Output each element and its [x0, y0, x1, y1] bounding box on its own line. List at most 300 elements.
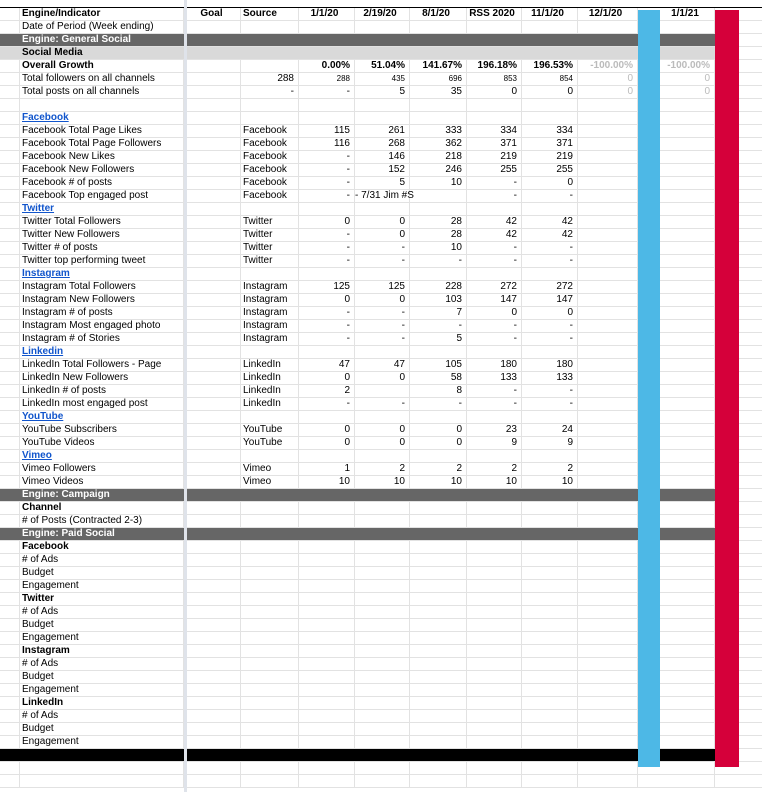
cell[interactable]: Facebook New Followers [20, 164, 184, 176]
cell[interactable]: - [299, 398, 355, 410]
cell[interactable]: Engagement [20, 632, 184, 644]
cell[interactable] [410, 268, 467, 280]
cell[interactable]: - [467, 398, 522, 410]
cell[interactable]: Instagram Most engaged photo [20, 320, 184, 332]
cell[interactable] [660, 606, 715, 618]
cell[interactable]: 10 [299, 476, 355, 488]
cell[interactable] [522, 775, 578, 787]
cell[interactable]: YouTube Subscribers [20, 424, 184, 436]
cell[interactable]: Facebook [20, 541, 184, 553]
cell[interactable]: Facebook Total Page Followers [20, 138, 184, 150]
cell[interactable]: 5 [355, 86, 410, 98]
cell[interactable] [241, 762, 299, 774]
column-header[interactable]: 11/1/20 [522, 8, 578, 20]
cell[interactable] [578, 697, 638, 709]
cell[interactable]: LinkedIn [241, 359, 299, 371]
cell[interactable] [660, 515, 715, 527]
cell[interactable] [187, 775, 241, 787]
cell[interactable]: LinkedIn # of posts [20, 385, 184, 397]
cell[interactable] [20, 749, 184, 761]
row-header[interactable] [0, 762, 20, 774]
cell[interactable] [660, 645, 715, 657]
cell[interactable]: Twitter [241, 255, 299, 267]
cell[interactable]: 10 [522, 476, 578, 488]
cell[interactable] [522, 99, 578, 111]
cell[interactable] [522, 580, 578, 592]
cell[interactable]: 28 [410, 229, 467, 241]
cell[interactable] [187, 190, 241, 202]
cell[interactable]: 255 [467, 164, 522, 176]
row-header[interactable] [0, 385, 20, 397]
cell[interactable] [187, 476, 241, 488]
cell[interactable] [660, 229, 715, 241]
cell[interactable]: - [355, 242, 410, 254]
cell[interactable]: 268 [355, 138, 410, 150]
cell[interactable]: 0 [578, 86, 638, 98]
cell[interactable]: 0 [660, 73, 715, 85]
cell[interactable]: Social Media [20, 47, 184, 59]
cell[interactable]: - [467, 190, 522, 202]
cell[interactable] [522, 710, 578, 722]
cell[interactable] [578, 307, 638, 319]
cell[interactable] [522, 632, 578, 644]
cell[interactable]: - [467, 177, 522, 189]
cell[interactable]: 8 [410, 385, 467, 397]
cell[interactable] [187, 424, 241, 436]
cell[interactable]: Twitter [20, 593, 184, 605]
cell[interactable]: Engine: Campaign [20, 489, 184, 501]
cell[interactable] [241, 112, 299, 124]
cell[interactable] [660, 359, 715, 371]
cell[interactable]: 0 [299, 424, 355, 436]
cell[interactable]: # of Posts (Contracted 2-3) [20, 515, 184, 527]
cell[interactable]: 0 [410, 424, 467, 436]
cell[interactable] [299, 580, 355, 592]
cell[interactable]: 261 [355, 125, 410, 137]
cell[interactable] [299, 671, 355, 683]
cell[interactable] [187, 736, 241, 748]
cell[interactable]: Instagram New Followers [20, 294, 184, 306]
cell[interactable] [241, 710, 299, 722]
row-header[interactable] [0, 359, 20, 371]
cell[interactable] [660, 255, 715, 267]
cell[interactable] [660, 463, 715, 475]
cell[interactable] [410, 593, 467, 605]
cell[interactable] [522, 762, 578, 774]
cell[interactable] [410, 502, 467, 514]
cell[interactable] [578, 658, 638, 670]
row-header[interactable] [0, 138, 20, 150]
cell[interactable] [522, 658, 578, 670]
cell[interactable] [241, 749, 299, 761]
cell[interactable]: - [299, 307, 355, 319]
cell[interactable] [522, 749, 578, 761]
cell[interactable] [355, 528, 410, 540]
cell[interactable] [578, 645, 638, 657]
cell[interactable] [410, 632, 467, 644]
cell[interactable] [299, 554, 355, 566]
cell[interactable] [467, 697, 522, 709]
cell[interactable] [355, 502, 410, 514]
cell[interactable] [522, 723, 578, 735]
cell[interactable]: 333 [410, 125, 467, 137]
cell[interactable] [578, 255, 638, 267]
cell[interactable] [410, 554, 467, 566]
cell[interactable] [187, 463, 241, 475]
cell[interactable]: - [299, 177, 355, 189]
cell[interactable]: Facebook [241, 177, 299, 189]
cell[interactable]: # of Ads [20, 658, 184, 670]
cell[interactable] [241, 567, 299, 579]
cell[interactable] [467, 515, 522, 527]
cell[interactable] [299, 112, 355, 124]
cell[interactable] [355, 580, 410, 592]
cell[interactable] [299, 268, 355, 280]
row-header[interactable] [0, 489, 20, 501]
cell[interactable] [241, 47, 299, 59]
row-header[interactable] [0, 619, 20, 631]
row-header[interactable] [0, 203, 20, 215]
cell[interactable] [241, 411, 299, 423]
cell[interactable]: - [467, 333, 522, 345]
cell[interactable]: 696 [410, 73, 467, 85]
cell[interactable] [410, 112, 467, 124]
cell[interactable] [241, 528, 299, 540]
cell[interactable] [660, 593, 715, 605]
cell[interactable] [187, 294, 241, 306]
cell[interactable] [522, 203, 578, 215]
cell[interactable] [410, 411, 467, 423]
cell[interactable] [355, 541, 410, 553]
cell[interactable] [355, 671, 410, 683]
row-header[interactable] [0, 541, 20, 553]
cell[interactable] [522, 489, 578, 501]
cell[interactable]: 2 [522, 463, 578, 475]
column-header[interactable]: 8/1/20 [410, 8, 467, 20]
cell[interactable]: 47 [299, 359, 355, 371]
cell[interactable] [522, 346, 578, 358]
cell[interactable] [660, 554, 715, 566]
cell[interactable] [410, 489, 467, 501]
cell[interactable] [299, 346, 355, 358]
cell[interactable] [660, 346, 715, 358]
cell[interactable] [522, 450, 578, 462]
cell[interactable] [299, 736, 355, 748]
cell[interactable] [578, 580, 638, 592]
cell[interactable] [187, 346, 241, 358]
cell[interactable] [187, 385, 241, 397]
cell[interactable]: Engagement [20, 580, 184, 592]
cell[interactable] [241, 489, 299, 501]
row-header[interactable] [0, 723, 20, 735]
cell[interactable]: Twitter Total Followers [20, 216, 184, 228]
cell[interactable] [355, 567, 410, 579]
cell[interactable] [467, 203, 522, 215]
cell[interactable] [660, 476, 715, 488]
cell[interactable]: 10 [410, 476, 467, 488]
cell[interactable] [467, 749, 522, 761]
cell[interactable]: Engine: General Social [20, 34, 184, 46]
cell[interactable] [467, 671, 522, 683]
cell[interactable] [522, 619, 578, 631]
cell[interactable] [241, 515, 299, 527]
cell[interactable] [660, 320, 715, 332]
cell[interactable] [299, 203, 355, 215]
row-header[interactable] [0, 125, 20, 137]
cell[interactable] [660, 424, 715, 436]
cell[interactable]: LinkedIn [241, 398, 299, 410]
cell[interactable]: LinkedIn Total Followers - Page [20, 359, 184, 371]
cell[interactable]: LinkedIn New Followers [20, 372, 184, 384]
cell[interactable] [660, 333, 715, 345]
cell[interactable] [578, 320, 638, 332]
cell[interactable] [578, 346, 638, 358]
cell[interactable] [355, 658, 410, 670]
cell[interactable] [522, 567, 578, 579]
cell[interactable] [578, 710, 638, 722]
cell[interactable] [660, 242, 715, 254]
cell[interactable] [660, 437, 715, 449]
cell[interactable] [187, 502, 241, 514]
cell[interactable] [410, 775, 467, 787]
cell[interactable] [187, 242, 241, 254]
cell[interactable] [578, 294, 638, 306]
row-header[interactable] [0, 294, 20, 306]
cell[interactable] [578, 762, 638, 774]
cell[interactable] [578, 398, 638, 410]
cell[interactable] [467, 684, 522, 696]
cell[interactable] [187, 125, 241, 137]
row-header[interactable] [0, 34, 20, 46]
cell[interactable]: Total followers on all channels [20, 73, 184, 85]
cell[interactable]: 42 [467, 216, 522, 228]
cell[interactable] [187, 177, 241, 189]
cell[interactable] [187, 749, 241, 761]
cell[interactable]: - [410, 255, 467, 267]
cell[interactable] [660, 775, 715, 787]
cell[interactable]: - [299, 86, 355, 98]
row-header[interactable] [0, 372, 20, 384]
cell[interactable]: 0 [355, 216, 410, 228]
cell[interactable] [410, 541, 467, 553]
cell[interactable] [410, 736, 467, 748]
row-header[interactable] [0, 593, 20, 605]
cell[interactable]: 5 [410, 333, 467, 345]
cell[interactable] [299, 645, 355, 657]
row-header[interactable] [0, 320, 20, 332]
cell[interactable] [467, 619, 522, 631]
row-header[interactable] [0, 684, 20, 696]
cell[interactable] [241, 684, 299, 696]
row-header[interactable] [0, 463, 20, 475]
cell[interactable]: Budget [20, 671, 184, 683]
cell[interactable] [355, 775, 410, 787]
cell[interactable] [578, 112, 638, 124]
cell[interactable] [187, 359, 241, 371]
cell[interactable] [410, 671, 467, 683]
cell[interactable] [467, 736, 522, 748]
cell[interactable] [241, 268, 299, 280]
cell[interactable] [578, 632, 638, 644]
row-header[interactable] [0, 112, 20, 124]
cell[interactable] [187, 671, 241, 683]
cell[interactable] [355, 736, 410, 748]
cell[interactable] [241, 34, 299, 46]
cell[interactable] [578, 125, 638, 137]
cell[interactable] [578, 372, 638, 384]
cell[interactable] [187, 632, 241, 644]
cell[interactable]: - [299, 190, 355, 202]
cell[interactable] [299, 684, 355, 696]
cell[interactable] [660, 723, 715, 735]
cell[interactable]: 103 [410, 294, 467, 306]
cell[interactable]: Overall Growth [20, 60, 184, 72]
row-header[interactable] [0, 281, 20, 293]
cell[interactable] [660, 710, 715, 722]
cell[interactable] [522, 684, 578, 696]
cell[interactable] [467, 112, 522, 124]
cell[interactable] [578, 138, 638, 150]
cell[interactable] [522, 645, 578, 657]
cell[interactable] [299, 502, 355, 514]
cell[interactable] [187, 697, 241, 709]
cell[interactable] [355, 268, 410, 280]
cell[interactable] [187, 333, 241, 345]
cell[interactable] [522, 112, 578, 124]
cell[interactable] [410, 190, 467, 202]
cell[interactable] [522, 554, 578, 566]
cell[interactable] [578, 671, 638, 683]
cell[interactable] [355, 34, 410, 46]
cell[interactable] [241, 203, 299, 215]
cell[interactable] [578, 489, 638, 501]
cell[interactable] [299, 515, 355, 527]
cell[interactable] [467, 411, 522, 423]
cell[interactable]: LinkedIn most engaged post [20, 398, 184, 410]
cell[interactable]: 246 [410, 164, 467, 176]
cell[interactable] [241, 99, 299, 111]
cell[interactable]: - [410, 320, 467, 332]
row-header[interactable] [0, 450, 20, 462]
cell[interactable] [187, 203, 241, 215]
cell[interactable] [187, 450, 241, 462]
cell[interactable] [522, 47, 578, 59]
row-header[interactable] [0, 268, 20, 280]
column-header[interactable]: 1/1/21 [660, 8, 715, 20]
cell[interactable]: Date of Period (Week ending) [20, 21, 184, 33]
cell[interactable] [187, 86, 241, 98]
cell[interactable] [355, 47, 410, 59]
cell[interactable]: 0 [410, 437, 467, 449]
cell[interactable] [410, 580, 467, 592]
cell[interactable]: 1 [299, 463, 355, 475]
cell[interactable] [467, 346, 522, 358]
cell[interactable]: 105 [410, 359, 467, 371]
cell[interactable] [410, 203, 467, 215]
row-header[interactable] [0, 645, 20, 657]
cell[interactable]: Instagram # of Stories [20, 333, 184, 345]
section-link[interactable]: Linkedin [20, 346, 184, 358]
cell[interactable] [660, 177, 715, 189]
cell[interactable] [578, 736, 638, 748]
cell[interactable] [299, 606, 355, 618]
cell[interactable] [522, 502, 578, 514]
cell[interactable] [410, 450, 467, 462]
cell[interactable] [578, 164, 638, 176]
cell[interactable]: - [522, 320, 578, 332]
cell[interactable] [299, 749, 355, 761]
cell[interactable] [660, 411, 715, 423]
cell[interactable] [187, 645, 241, 657]
column-header[interactable]: Source [241, 8, 299, 20]
cell[interactable] [660, 138, 715, 150]
cell[interactable] [578, 47, 638, 59]
cell[interactable] [187, 762, 241, 774]
cell[interactable] [410, 47, 467, 59]
cell[interactable]: 9 [522, 437, 578, 449]
cell[interactable] [299, 411, 355, 423]
cell[interactable] [355, 203, 410, 215]
cell[interactable]: Instagram [241, 281, 299, 293]
cell[interactable]: 371 [467, 138, 522, 150]
row-header[interactable] [0, 60, 20, 72]
cell[interactable] [299, 697, 355, 709]
cell[interactable] [660, 749, 715, 761]
cell[interactable]: Twitter [241, 216, 299, 228]
cell[interactable]: YouTube [241, 424, 299, 436]
cell[interactable]: Facebook [241, 164, 299, 176]
cell[interactable] [20, 762, 184, 774]
cell[interactable] [241, 658, 299, 670]
cell[interactable]: Twitter [241, 242, 299, 254]
cell[interactable]: 218 [410, 151, 467, 163]
cell[interactable] [467, 489, 522, 501]
row-header[interactable] [0, 697, 20, 709]
cell[interactable]: - [410, 398, 467, 410]
cell[interactable]: 0 [660, 86, 715, 98]
cell[interactable]: 23 [467, 424, 522, 436]
cell[interactable] [187, 710, 241, 722]
cell[interactable] [522, 671, 578, 683]
cell[interactable] [355, 749, 410, 761]
cell[interactable] [355, 21, 410, 33]
cell[interactable] [660, 489, 715, 501]
cell[interactable]: 0 [355, 294, 410, 306]
cell[interactable]: - [522, 190, 578, 202]
cell[interactable] [467, 723, 522, 735]
cell[interactable] [410, 762, 467, 774]
cell[interactable] [187, 567, 241, 579]
cell[interactable]: 2 [410, 463, 467, 475]
cell[interactable] [410, 619, 467, 631]
cell[interactable] [410, 606, 467, 618]
cell[interactable] [660, 632, 715, 644]
cell[interactable]: 854 [522, 73, 578, 85]
cell[interactable]: Facebook Total Page Likes [20, 125, 184, 137]
cell[interactable]: 0 [299, 294, 355, 306]
row-header[interactable] [0, 164, 20, 176]
cell[interactable]: Instagram [241, 333, 299, 345]
row-header[interactable] [0, 47, 20, 59]
row-header[interactable] [0, 333, 20, 345]
row-header[interactable] [0, 736, 20, 748]
cell[interactable] [410, 684, 467, 696]
cell[interactable]: 28 [410, 216, 467, 228]
cell[interactable] [187, 307, 241, 319]
cell[interactable]: # of Ads [20, 554, 184, 566]
cell[interactable]: Twitter [241, 229, 299, 241]
cell[interactable]: - [522, 242, 578, 254]
